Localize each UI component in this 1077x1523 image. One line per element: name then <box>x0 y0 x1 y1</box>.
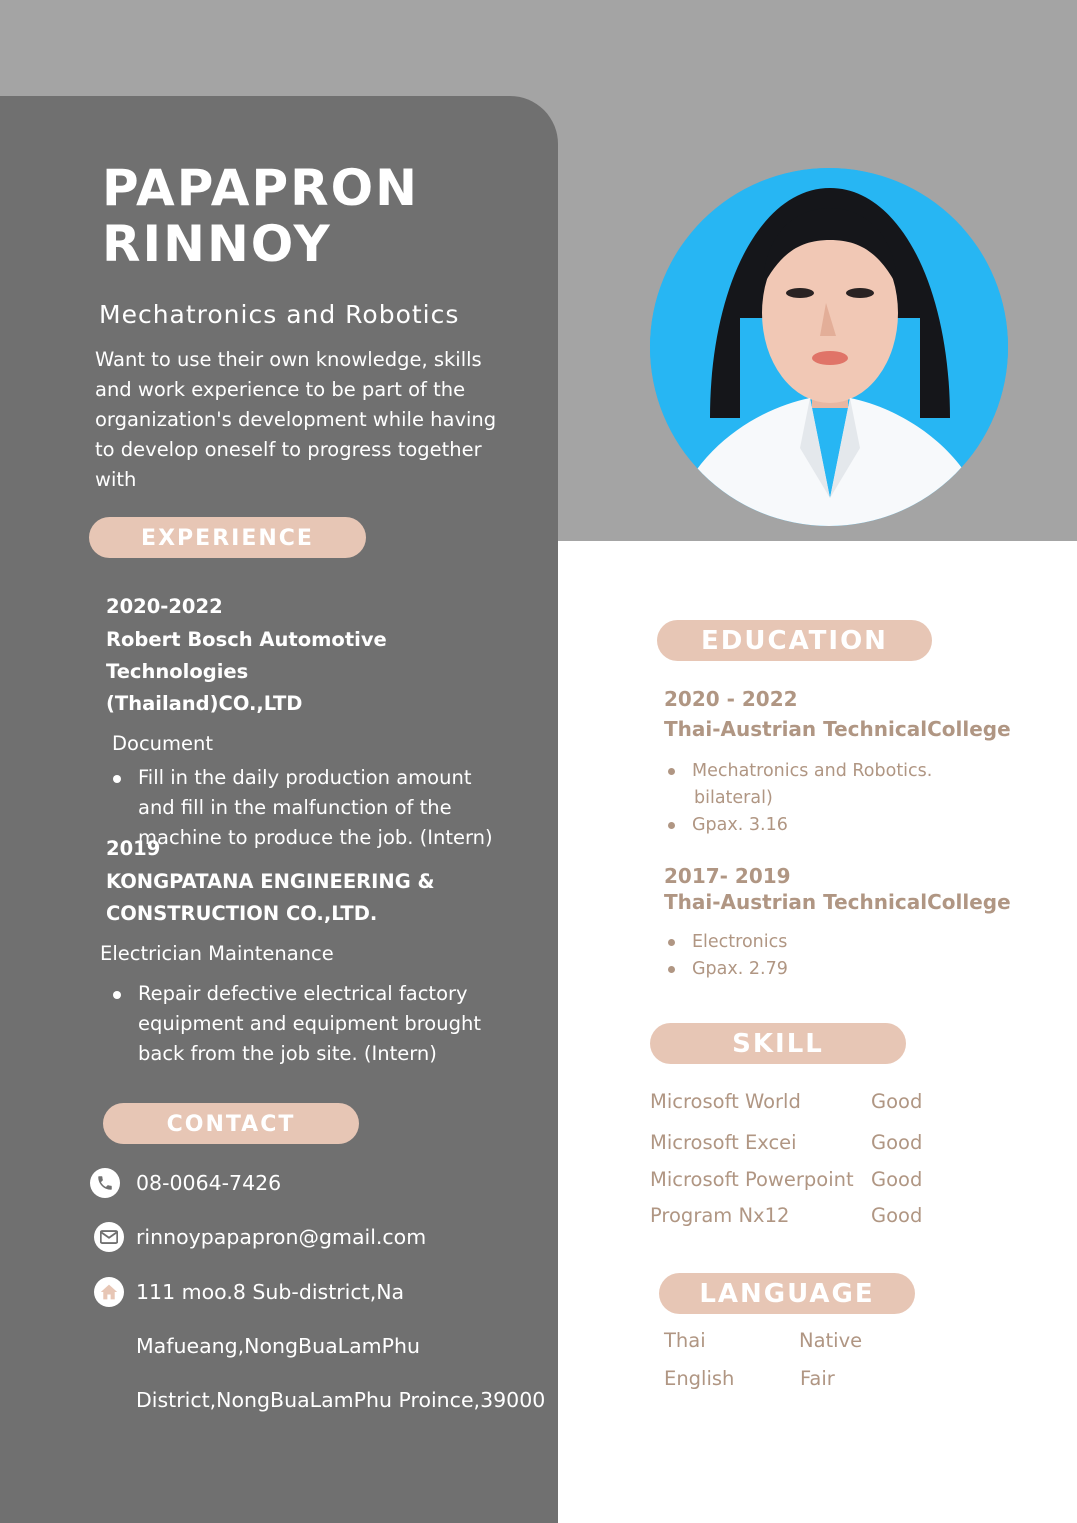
skill-level: Good <box>871 1168 923 1191</box>
company-line: KONGPATANA ENGINEERING & <box>106 870 435 893</box>
company-line: (Thailand)CO.,LTD <box>106 692 303 715</box>
skill-row <box>650 1131 950 1154</box>
contact-email[interactable] <box>94 1222 426 1252</box>
language-name: English <box>664 1367 735 1390</box>
education-years: 2017- 2019 <box>664 864 791 888</box>
experience-bullet: Fill in the daily production amount and fill in the malfunction of the machine to produce the job. (Intern) <box>106 763 506 853</box>
skill-name: Program Nx12 <box>650 1204 790 1227</box>
education-bullet: Mechatronics and Robotics. <box>664 758 1024 785</box>
education-bullets <box>664 929 1024 983</box>
experience-title: Electrician Maintenance <box>100 942 334 965</box>
skill-name: Microsoft Powerpoint <box>650 1168 854 1191</box>
experience-item <box>100 837 526 1069</box>
phone-number: 08-0064-7426 <box>136 1171 282 1195</box>
contact-heading: CONTACT <box>103 1103 359 1144</box>
language-row <box>664 1329 924 1352</box>
experience-years: 2020-2022 <box>106 595 223 618</box>
envelope-icon <box>94 1222 124 1252</box>
skill-name: Microsoft Excei <box>650 1131 797 1154</box>
company-line: Robert Bosch Automotive Technologies <box>106 628 387 683</box>
language-level: Native <box>799 1329 863 1352</box>
education-bullet-cont: bilateral) <box>694 788 773 808</box>
address-line: District,NongBuaLamPhu Proince,39000 <box>136 1388 546 1412</box>
experience-company <box>106 866 526 930</box>
skill-row <box>650 1204 950 1227</box>
education-item <box>664 861 1024 983</box>
email-address: rinnoypapapron@gmail.com <box>136 1225 427 1249</box>
language-level: Fair <box>800 1367 835 1390</box>
experience-years: 2019 <box>106 837 161 860</box>
education-bullet: Gpax. 3.16 <box>664 812 1024 839</box>
first-name: PAPAPRON <box>102 159 420 217</box>
experience-bullets <box>106 979 516 1069</box>
profile-photo <box>650 168 1008 526</box>
education-bullet: Gpax. 2.79 <box>664 956 1024 983</box>
address-line: 111 moo.8 Sub-district,Na <box>136 1280 405 1304</box>
experience-bullet: Repair defective electrical factory equipment and equipment brought back from the job site. (Intern) <box>106 979 516 1069</box>
education-school: Thai-Austrian TechnicalCollege <box>664 890 1011 914</box>
education-bullets <box>664 758 1024 839</box>
education-years: 2020 - 2022 <box>664 687 798 711</box>
education-bullet: Electronics <box>664 929 1024 956</box>
experience-title: Document <box>112 732 214 755</box>
education-item <box>664 684 1024 839</box>
candidate-name <box>102 160 419 272</box>
language-row <box>664 1367 924 1390</box>
experience-heading: EXPERIENCE <box>89 517 366 558</box>
language-heading: LANGUAGE <box>659 1273 915 1314</box>
contact-address <box>94 1277 404 1307</box>
phone-icon <box>90 1168 120 1198</box>
job-role: Mechatronics and Robotics <box>99 300 460 329</box>
skill-level: Good <box>871 1090 923 1113</box>
education-school: Thai-Austrian TechnicalCollege <box>664 717 1011 741</box>
language-name: Thai <box>664 1329 706 1352</box>
last-name: RINNOY <box>102 215 332 273</box>
profile-summary: Want to use their own knowledge, skills and work experience to be part of the organization's development while having to develop oneself to progress together with <box>95 348 497 491</box>
home-icon <box>94 1277 124 1307</box>
experience-company <box>106 624 526 720</box>
skill-row <box>650 1168 950 1191</box>
skill-name: Microsoft World <box>650 1090 801 1113</box>
company-line: CONSTRUCTION CO.,LTD. <box>106 902 378 925</box>
contact-phone[interactable] <box>90 1168 281 1198</box>
address-line: Mafueang,NongBuaLamPhu <box>136 1334 420 1358</box>
skill-level: Good <box>871 1131 923 1154</box>
skill-heading: SKILL <box>650 1023 906 1064</box>
portrait-image <box>650 168 1008 526</box>
experience-item <box>106 595 526 853</box>
skill-level: Good <box>871 1204 923 1227</box>
skill-row <box>650 1090 950 1113</box>
education-heading: EDUCATION <box>657 620 932 661</box>
